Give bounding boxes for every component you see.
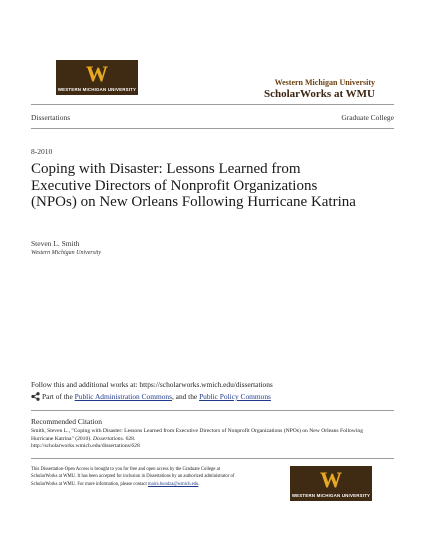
wmu-logo-header[interactable] xyxy=(56,60,138,95)
citation-series: Dissertations xyxy=(92,435,123,442)
citation-divider xyxy=(31,410,394,411)
w-logo-icon: W xyxy=(320,467,342,492)
citation-text: Smith, Steven L., "Coping with Disaster: Lessons Learned from Executive Directors of Nonprofit Organizations (NPOs) on New Orleans Following Hurricane Katrina" (2010). xyxy=(31,428,363,442)
document-title: Coping with Disaster: Lessons Learned from Executive Directors of Nonprofit Organizations (NPOs) on New Orleans Following Hurricane Katrina xyxy=(31,161,356,210)
author-affiliation: Western Michigan University xyxy=(31,250,102,256)
citation-url[interactable]: http://scholarworks.wmich.edu/dissertations/628 xyxy=(31,443,140,450)
part-of-between: , and the xyxy=(171,392,200,401)
logo-caption: WESTERN MICHIGAN UNIVERSITY xyxy=(57,87,137,92)
public-administration-commons-link[interactable]: Public Administration Commons xyxy=(74,392,172,401)
wmu-logo-footer[interactable] xyxy=(290,466,372,501)
publication-date: 8-2010 xyxy=(31,147,53,156)
logo-caption: WESTERN MICHIGAN UNIVERSITY xyxy=(291,493,371,498)
share-icon xyxy=(31,392,40,401)
part-of-line xyxy=(31,392,271,401)
follow-link[interactable]: Follow this and additional works at: https://scholarworks.wmich.edu/dissertations xyxy=(31,380,273,389)
w-logo-icon: W xyxy=(86,61,108,86)
citation-number: . 628. xyxy=(122,435,136,442)
nav-divider xyxy=(31,128,394,129)
citation-heading: Recommended Citation xyxy=(31,417,103,426)
author-name[interactable]: Steven L. Smith xyxy=(31,239,80,248)
access-notice-text: This Dissertation-Open Access is brought to you for free and open access by the Graduate College at ScholarWorks at WMU. It has been accepted for inclusion in Dissertations by an authorized administrator of ScholarWorks at WMU. For more information, please contact xyxy=(31,467,235,487)
access-notice-end: . xyxy=(198,481,200,487)
part-of-prefix: Part of the xyxy=(42,392,75,401)
contact-email-link[interactable]: maira.bundza@wmich.edu xyxy=(147,481,199,487)
university-name: Western Michigan University xyxy=(274,78,375,87)
citation-body xyxy=(31,428,371,451)
nav-graduate-college-link[interactable]: Graduate College xyxy=(341,113,394,122)
footer-divider xyxy=(31,458,394,459)
header-divider xyxy=(31,104,394,105)
repository-name[interactable]: ScholarWorks at WMU xyxy=(263,88,375,100)
public-policy-commons-link[interactable]: Public Policy Commons xyxy=(199,392,271,401)
nav-dissertations-link[interactable]: Dissertations xyxy=(31,113,71,122)
access-notice xyxy=(31,466,246,488)
